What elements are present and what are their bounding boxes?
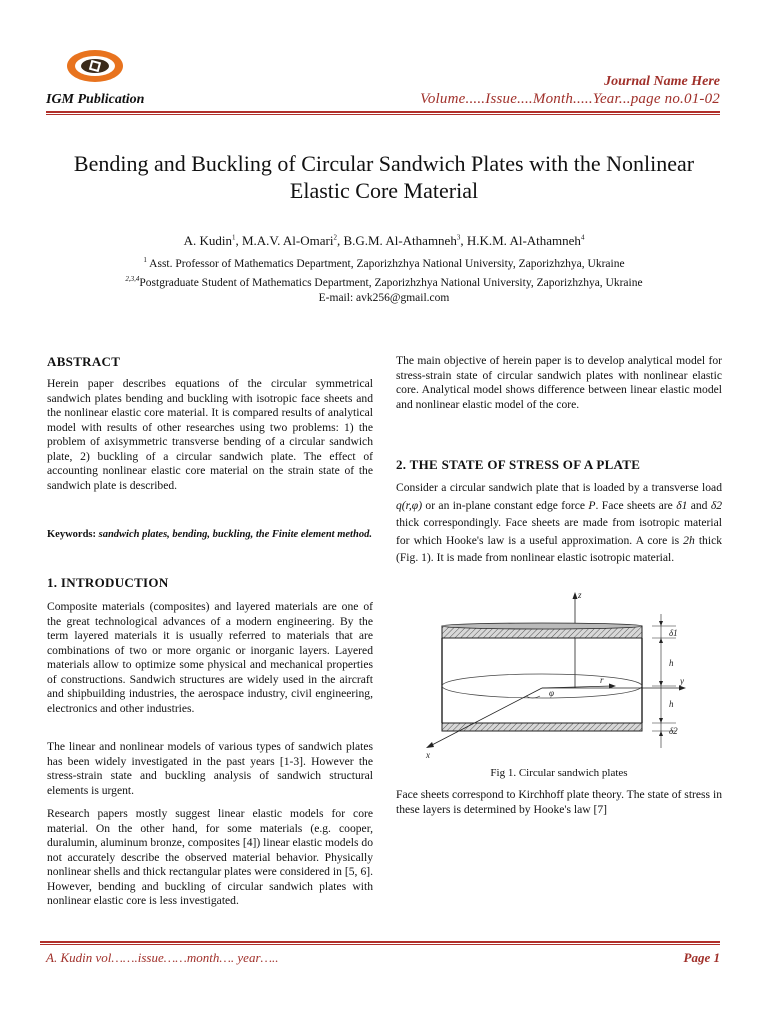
page-number: Page 1 (683, 950, 720, 965)
author-name: M.A.V. Al-Omari (241, 233, 334, 248)
footer-rule (40, 941, 720, 943)
figure-caption: Fig 1. Circular sandwich plates (490, 767, 628, 779)
abstract-heading: ABSTRACT (47, 354, 121, 369)
axis-label-z: z (578, 590, 582, 600)
intro-paragraph-1: Composite materials (composites) and layered materials are one of the great technological advances of a modern engineering. By the term layered materials it is usually referred to materials that are combinations of two or more organic or inorganic layers. Layered materials allow to optimize some physical and mechanical properties of constructions. Sandwich structures are widely used in the aircraft and shipbuilding industries, the aerospace industry, civil engineering, electronics and other industries. (47, 600, 373, 715)
core-half-label-bottom: h (669, 699, 674, 709)
delta1-label: δ1 (669, 628, 678, 638)
volume-line: Volume.....Issue....Month.....Year...page no.01-02 (420, 91, 720, 107)
author-name: H.K.M. Al-Athamneh (466, 233, 581, 248)
keywords: Keywords: sandwich plates, bending, buckling, the Finite element method. (47, 529, 372, 540)
journal-name: Journal Name Here (604, 74, 720, 89)
affiliation-1: $^1$ Asst. Professor of Mathematics Department, Zaporizhzhya National University, Zaporizhzhya, Ukraine (143, 256, 625, 270)
section-1-heading: 1. INTRODUCTION (47, 575, 169, 590)
delta2-label: δ2 (669, 726, 678, 736)
affiliation-2: $^{2,3,4}$Postgraduate Student of Mathematics Department, Zaporizhzhya National University, Zaporizhzhya, Ukraine (125, 275, 643, 289)
angle-label: φ (549, 688, 554, 698)
author-list: A. Kudin$^1$, M.A.V. Al-Omari$^2$, B.G.M. Al-Athamneh$^3$, H.K.M. Al-Athamneh$^4$ (183, 233, 585, 248)
header-rule (46, 111, 720, 113)
section-2-paragraph: Consider a circular sandwich plate that is loaded by a transverse load q(r,φ) or an in-plane constant edge force P. Face sheets are δ1 and δ2 thick correspondingly. Face sheets are made from isotropic material for which Hooke's law is a useful approximation. A core is 2h thick (Fig. 1). It is made from nonlinear elastic isotropic material. (396, 481, 723, 564)
author-name: A. Kudin (183, 233, 232, 248)
author-email: E-mail: avk256@gmail.com (318, 292, 450, 304)
intro-paragraph-2: The linear and nonlinear models of various types of sandwich plates has been widely investigated in the past years [1-3]. However the stress-strain state and buckling analysis of sandwich structural elements is urgent. (47, 740, 373, 797)
footer-rule-thin (40, 944, 720, 945)
intro-paragraph-3: Research papers mostly suggest linear elastic models for core material. On the other hand, for some materials (e.g. cooper, duralumin, aluminum bronze, composites [4]) linear elastic models do not accurately describe the observed material behavior. Physically nonlinear shells and thick rectangular plates were considered in [5, 6]. However, bending and buckling of circular sandwich plates with nonlinear elastic core is less investigated. (47, 807, 373, 907)
abstract-text: Herein paper describes equations of the circular symmetrical sandwich plates bending and buckling with isotropic face sheets and the nonlinear elastic core material. It is compared results of analytical model with results of other researches using two problems: 1) the problem of axisymmetric transverse bending of a circular sandwich plate, 2) buckling of a circular sandwich plate. The effect of accounting nonlinear elastic core material on the strain state of the sandwich plate is described. (47, 377, 373, 492)
header-rule-thin (46, 114, 720, 115)
author-name: B.G.M. Al-Athamneh (343, 233, 457, 248)
objective-paragraph: The main objective of herein paper is to develop analytical model for stress-strain state of circular sandwich plates with nonlinear elastic core. Analytical model shows difference between linear elastic model and nonlinear elastic model of the core. (396, 354, 722, 411)
section-2-heading: 2. THE STATE OF STRESS OF A PLATE (396, 457, 641, 472)
publisher-name: IGM Publication (46, 92, 145, 107)
radius-label: r (600, 675, 604, 685)
sandwich-plate-figure (414, 588, 704, 760)
paper-title: Bending and Buckling of Circular Sandwich Plates with the Nonlinear Elastic Core Material (73, 151, 695, 203)
publisher-logo-icon (66, 48, 124, 84)
footer-citation: A. Kudin vol…….issue……month…. year….. (46, 950, 279, 965)
core-half-label-top: h (669, 658, 674, 668)
axis-label-y: y (680, 676, 684, 686)
axis-label-x: x (426, 750, 430, 760)
face-sheets-paragraph: Face sheets correspond to Kirchhoff plate theory. The state of stress in these layers is determined by Hooke's law [7] (396, 788, 722, 816)
